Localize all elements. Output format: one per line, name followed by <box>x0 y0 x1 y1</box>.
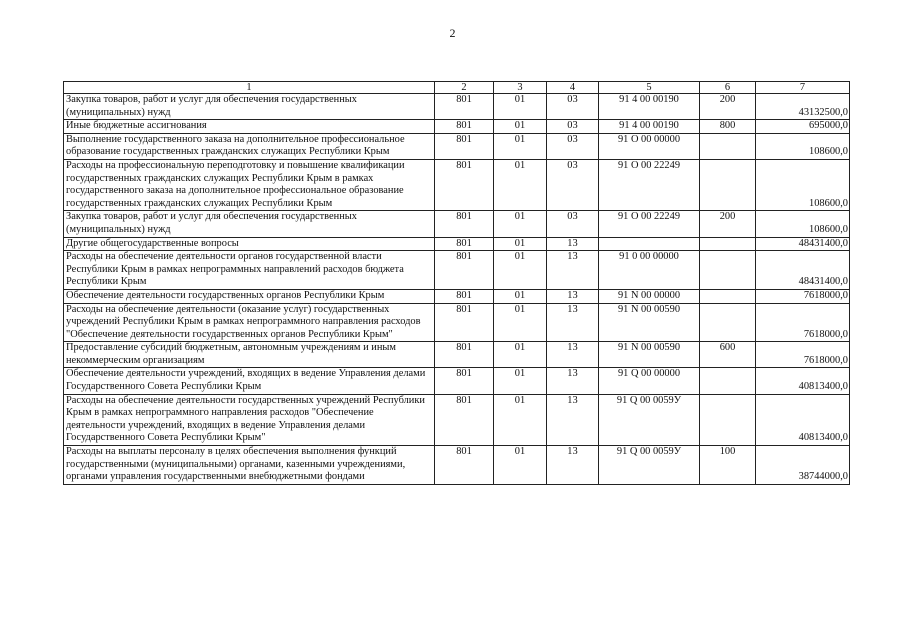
row-code-3: 01 <box>494 211 547 237</box>
row-code-5: 91 Q 00 0059У <box>599 394 700 445</box>
row-code-5: 91 4 00 00190 <box>599 94 700 120</box>
row-code-4: 13 <box>547 289 599 303</box>
row-amount: 108600,0 <box>756 159 850 210</box>
header-cell: 5 <box>599 82 700 94</box>
row-code-5 <box>599 237 700 251</box>
table-row <box>64 237 850 251</box>
row-name: Расходы на обеспечение деятельности (оказание услуг) государственных учреждений Республики Крым в рамках непрограммного направления расходов "Обеспечение деятельности государственных органов Республики Крым" <box>64 303 435 342</box>
row-code-2: 801 <box>435 211 494 237</box>
row-code-3: 01 <box>494 94 547 120</box>
row-code-2: 801 <box>435 342 494 368</box>
row-name: Расходы на выплаты персоналу в целях обеспечения выполнения функций государственными (муниципальными) органами, казенными учреждениями, органами управления государственными внебюджетными фондами <box>64 446 435 485</box>
table-row <box>64 394 850 445</box>
row-code-5: 91 О 00 22249 <box>599 159 700 210</box>
row-code-6 <box>700 368 756 394</box>
row-code-4: 03 <box>547 211 599 237</box>
table-row <box>64 446 850 485</box>
row-code-4: 13 <box>547 237 599 251</box>
row-code-4: 13 <box>547 303 599 342</box>
table-row <box>64 133 850 159</box>
row-code-3: 01 <box>494 446 547 485</box>
header-cell: 2 <box>435 82 494 94</box>
row-code-3: 01 <box>494 237 547 251</box>
row-name: Расходы на обеспечение деятельности государственных учреждений Республики Крым в рамках непрограммного направления расходов "Обеспечение деятельности учреждений, входящих в ведение Управления делами Государственного Совета Республики Крым" <box>64 394 435 445</box>
row-code-6: 600 <box>700 342 756 368</box>
budget-table <box>63 81 850 485</box>
table-row <box>64 94 850 120</box>
header-cell: 6 <box>700 82 756 94</box>
header-cell: 1 <box>64 82 435 94</box>
row-code-2: 801 <box>435 133 494 159</box>
row-code-3: 01 <box>494 133 547 159</box>
row-amount: 7618000,0 <box>756 342 850 368</box>
table-body <box>64 94 850 485</box>
row-code-6 <box>700 237 756 251</box>
header-cell: 4 <box>547 82 599 94</box>
row-name: Обеспечение деятельности государственных органов Республики Крым <box>64 289 435 303</box>
row-name: Предоставление субсидий бюджетным, автономным учреждениям и иным некоммерческим организациям <box>64 342 435 368</box>
table-row <box>64 368 850 394</box>
row-code-6: 100 <box>700 446 756 485</box>
row-amount: 7618000,0 <box>756 289 850 303</box>
row-name: Иные бюджетные ассигнования <box>64 120 435 134</box>
row-amount: 43132500,0 <box>756 94 850 120</box>
header-cell: 3 <box>494 82 547 94</box>
row-code-2: 801 <box>435 120 494 134</box>
row-amount: 48431400,0 <box>756 251 850 290</box>
row-amount: 40813400,0 <box>756 394 850 445</box>
table-row <box>64 289 850 303</box>
row-code-5: 91 О 00 00000 <box>599 133 700 159</box>
row-code-6: 200 <box>700 211 756 237</box>
row-code-2: 801 <box>435 394 494 445</box>
row-code-2: 801 <box>435 251 494 290</box>
row-code-5: 91 N 00 00590 <box>599 342 700 368</box>
row-code-3: 01 <box>494 342 547 368</box>
row-code-4: 13 <box>547 394 599 445</box>
table-row <box>64 251 850 290</box>
row-code-2: 801 <box>435 289 494 303</box>
row-code-4: 13 <box>547 342 599 368</box>
row-name: Закупка товаров, работ и услуг для обеспечения государственных (муниципальных) нужд <box>64 94 435 120</box>
table-row <box>64 211 850 237</box>
row-code-4: 13 <box>547 368 599 394</box>
row-code-4: 13 <box>547 251 599 290</box>
row-code-6 <box>700 251 756 290</box>
row-code-3: 01 <box>494 289 547 303</box>
row-code-3: 01 <box>494 303 547 342</box>
row-code-4: 13 <box>547 446 599 485</box>
row-code-4: 03 <box>547 133 599 159</box>
header-cell: 7 <box>756 82 850 94</box>
row-code-6 <box>700 133 756 159</box>
row-amount: 40813400,0 <box>756 368 850 394</box>
row-code-5: 91 N 00 00590 <box>599 303 700 342</box>
row-code-3: 01 <box>494 159 547 210</box>
table-row <box>64 342 850 368</box>
table-row <box>64 120 850 134</box>
row-amount: 48431400,0 <box>756 237 850 251</box>
row-name: Расходы на обеспечение деятельности органов государственной власти Республики Крым в рамках непрограммных направлений расходов бюджета Республики Крым <box>64 251 435 290</box>
row-code-5: 91 4 00 00190 <box>599 120 700 134</box>
row-code-4: 03 <box>547 120 599 134</box>
row-code-3: 01 <box>494 120 547 134</box>
row-code-5: 91 0 00 00000 <box>599 251 700 290</box>
row-code-2: 801 <box>435 446 494 485</box>
row-code-2: 801 <box>435 368 494 394</box>
row-code-2: 801 <box>435 159 494 210</box>
row-name: Обеспечение деятельности учреждений, входящих в ведение Управления делами Государственного Совета Республики Крым <box>64 368 435 394</box>
row-amount: 695000,0 <box>756 120 850 134</box>
row-code-2: 801 <box>435 94 494 120</box>
row-code-5: 91 О 00 22249 <box>599 211 700 237</box>
page-number: 2 <box>449 26 456 40</box>
row-code-5: 91 Q 00 00000 <box>599 368 700 394</box>
row-code-3: 01 <box>494 394 547 445</box>
table-row <box>64 159 850 210</box>
row-code-6 <box>700 289 756 303</box>
row-name: Другие общегосударственные вопросы <box>64 237 435 251</box>
row-code-2: 801 <box>435 303 494 342</box>
row-code-5: 91 Q 00 0059У <box>599 446 700 485</box>
row-name: Закупка товаров, работ и услуг для обеспечения государственных (муниципальных) нужд <box>64 211 435 237</box>
row-code-6 <box>700 159 756 210</box>
row-amount: 38744000,0 <box>756 446 850 485</box>
row-code-3: 01 <box>494 368 547 394</box>
row-code-4: 03 <box>547 159 599 210</box>
row-amount: 108600,0 <box>756 133 850 159</box>
row-code-6: 200 <box>700 94 756 120</box>
row-amount: 7618000,0 <box>756 303 850 342</box>
row-code-6 <box>700 394 756 445</box>
row-code-4: 03 <box>547 94 599 120</box>
row-code-5: 91 N 00 00000 <box>599 289 700 303</box>
row-code-6: 800 <box>700 120 756 134</box>
row-name: Расходы на профессиональную переподготовку и повышение квалификации государственных гражданских служащих Республики Крым в рамках государственного заказа на дополнительное профессиональное образование государственных гражданских служащих Республики Крым <box>64 159 435 210</box>
row-amount: 108600,0 <box>756 211 850 237</box>
header-row <box>64 82 850 94</box>
row-code-6 <box>700 303 756 342</box>
row-code-3: 01 <box>494 251 547 290</box>
row-code-2: 801 <box>435 237 494 251</box>
row-name: Выполнение государственного заказа на дополнительное профессиональное образование государственных гражданских служащих Республики Крым <box>64 133 435 159</box>
table-row <box>64 303 850 342</box>
